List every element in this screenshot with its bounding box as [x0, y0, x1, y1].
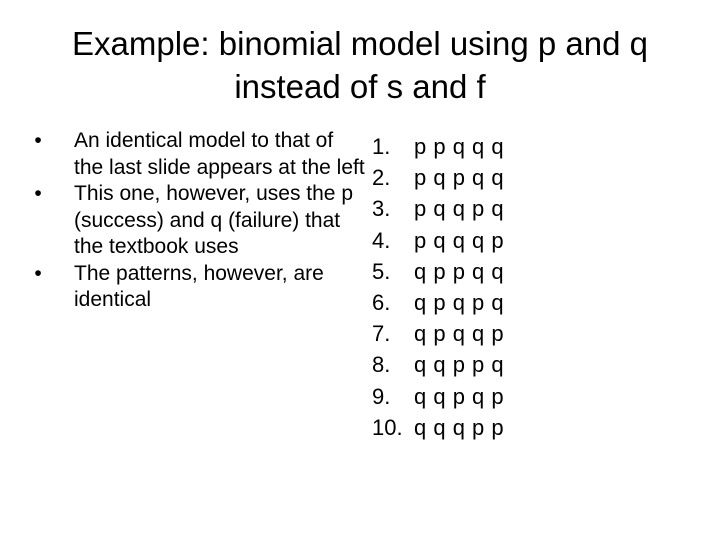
sequence-number: 7.: [372, 321, 391, 347]
sequence-item: [372, 318, 692, 349]
bullet-list: [28, 128, 368, 314]
bullet-item: [28, 261, 368, 314]
sequence-pattern: q p q p q: [414, 290, 505, 316]
sequence-number: 10.: [372, 414, 403, 440]
sequence-pattern: q p p q q: [414, 258, 505, 284]
sequence-pattern: q p q q p: [414, 321, 505, 347]
sequence-number: 4.: [372, 227, 391, 253]
slide-title: Example: binomial model using p and q instead of s and f: [71, 25, 648, 105]
sequence-pattern: p q q q p: [414, 227, 505, 253]
sequence-pattern: p p q q q: [414, 134, 505, 159]
sequence-item: [372, 131, 692, 162]
bullet-icon: •: [34, 261, 42, 285]
sequence-pattern: q q q p p: [414, 414, 505, 440]
sequence-number: 2.: [372, 165, 391, 191]
sequence-pattern: q q p q p: [414, 383, 505, 409]
sequence-number: 6.: [372, 290, 391, 316]
bullet-icon: •: [34, 182, 42, 205]
bullet-item: [28, 181, 368, 261]
sequence-number: 1.: [372, 134, 391, 159]
sequence-item: [372, 349, 692, 380]
sequence-number: 9.: [372, 383, 391, 409]
sequence-item: [372, 225, 692, 256]
sequence-item: [372, 193, 692, 224]
sequence-number: 8.: [372, 352, 391, 378]
bullet-text: The patterns, however, are identical: [74, 261, 324, 311]
sequence-pattern: q q p p q: [414, 352, 505, 378]
bullet-icon: •: [34, 129, 42, 152]
sequence-pattern: p q q p q: [414, 196, 505, 222]
bullet-item: [28, 128, 368, 181]
sequence-item: [372, 412, 692, 443]
sequence-list: [372, 131, 692, 443]
sequence-item: [372, 381, 692, 412]
bullet-text: This one, however, uses the p (success) and q (failure) that the textbook uses: [74, 182, 353, 258]
sequence-number: 5.: [372, 258, 391, 284]
bullet-text: An identical model to that of the last slide appears at the left: [74, 129, 365, 179]
sequence-pattern: p q p q q: [414, 165, 505, 191]
sequence-item: [372, 256, 692, 287]
sequence-number: 3.: [372, 196, 391, 222]
sequence-item: [372, 287, 692, 318]
sequence-item: [372, 162, 692, 193]
